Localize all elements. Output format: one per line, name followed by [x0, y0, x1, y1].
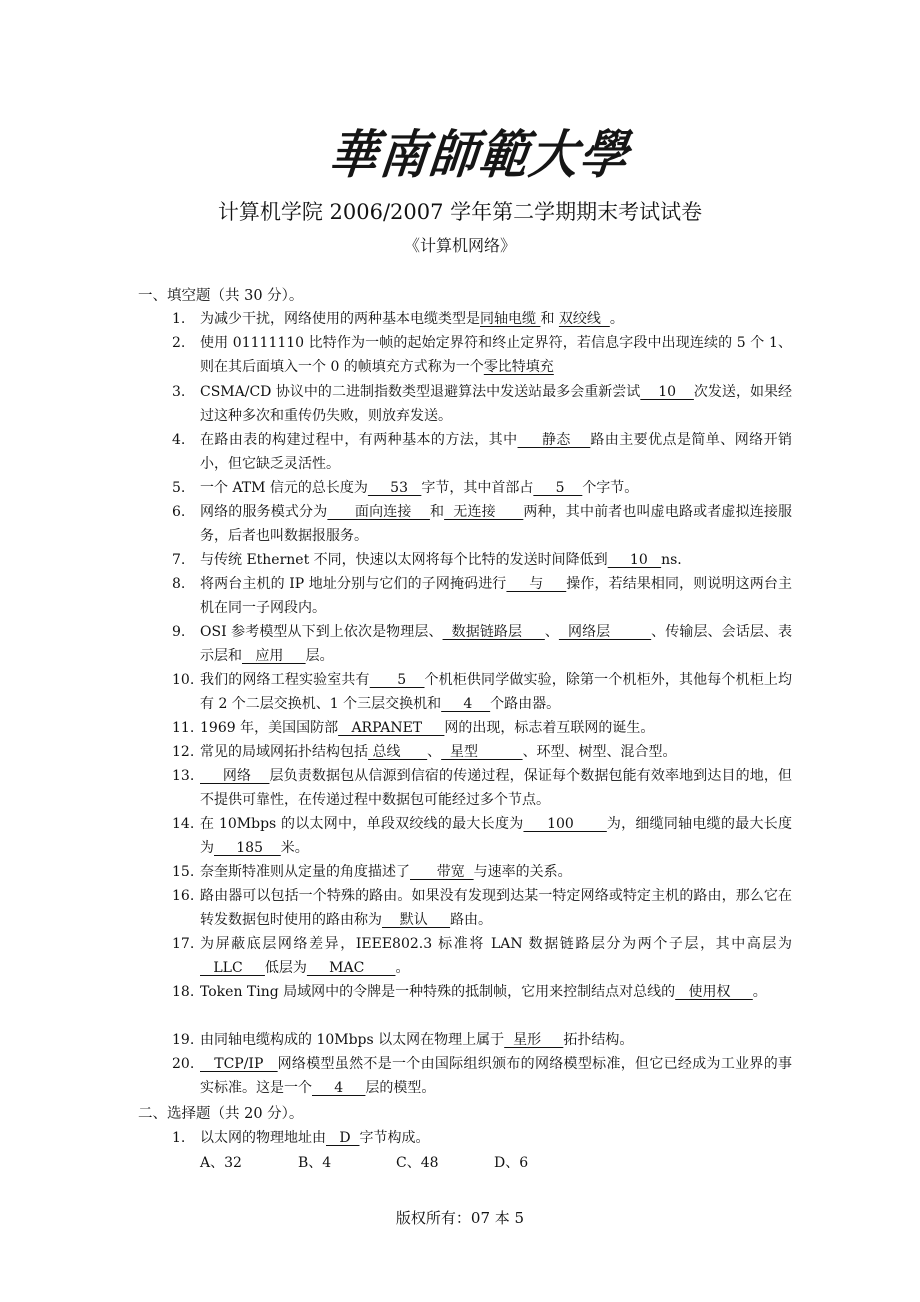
question-text [200, 1028, 792, 1052]
answer-blank: 无连接 [444, 504, 524, 520]
question-segment: 拓扑结构。 [563, 1032, 634, 1048]
question-segment: 奈奎斯特准则从定量的角度描述了 [200, 864, 410, 880]
question-segment: 为减少干扰，网络使用的两种基本电缆类型是 [200, 311, 480, 327]
question-text [200, 331, 792, 379]
question-number: 17. [172, 936, 195, 952]
choice-options [200, 1152, 592, 1172]
question-segment: 在路由表的构建过程中，有两种基本的方法，其中 [200, 432, 518, 448]
choice-option: D、6 [494, 1155, 529, 1171]
fill-in-question-4 [172, 428, 792, 476]
answer-blank: 5 [369, 672, 425, 688]
question-segment: 。 [752, 984, 767, 1000]
question-text [200, 1126, 792, 1150]
question-segment: 为屏蔽底层网络差异，IEEE802.3 标准将 LAN 数据链路层分为两个子层，其中高层为 [200, 936, 792, 952]
question-segment: 路由。 [450, 912, 493, 928]
fill-in-question-3 [172, 380, 792, 428]
answer-blank: 默认 [382, 912, 451, 928]
question-text [200, 380, 792, 428]
fill-in-question-7 [172, 548, 792, 572]
question-segment: 与传统 Ethernet 不同，快速以太网将每个比特的发送时间降低到 [200, 552, 608, 568]
fill-in-question-2 [172, 331, 792, 379]
answer-blank: 静态 [517, 432, 591, 448]
answer-blank: 5 [533, 480, 583, 496]
question-number: 13. [172, 768, 195, 784]
choice-option: A、32 [200, 1155, 242, 1171]
question-segment: 在 10Mbps 的以太网中，单段双绞线的最大长度为 [200, 816, 524, 832]
logo-calligraphy: 華南師範大學 [326, 125, 633, 186]
question-text [200, 884, 792, 932]
fill-in-question-6 [172, 500, 792, 548]
question-segment: 由同轴电缆构成的 10Mbps 以太网在物理上属于 [200, 1032, 505, 1048]
fill-in-question-18 [172, 980, 792, 1004]
answer-blank: 双绞线 [558, 311, 610, 327]
question-segment: 个字节。 [582, 480, 639, 496]
question-number: 8. [172, 576, 186, 592]
answer-blank: 星型 [441, 744, 523, 760]
question-segment: 路由器可以包括一个特殊的路由。如果没有发现到达某一特定网络或特定主机的路由，那么它在转发数据包时使用的路由称为 [200, 888, 792, 928]
answer-blank: ARPANET [338, 720, 445, 736]
answer-blank: TCP/IP [200, 1056, 278, 1072]
fill-in-question-20 [172, 1052, 792, 1100]
question-segment: 操作，若结果相同，则说明这两台主机在同一子网段内。 [200, 576, 792, 616]
answer-blank: 10 [640, 384, 694, 400]
question-segment: 次发送，如果经过这种多次和重传仍失败，则放弃发送。 [200, 384, 792, 424]
fill-in-question-19 [172, 1028, 792, 1052]
answer-blank: 总线 [368, 744, 428, 760]
question-segment: 层。 [305, 648, 334, 664]
question-segment: OSI 参考模型从下到上依次是物理层、 [200, 624, 443, 640]
question-segment: Token Ting 局域网中的令牌是一种特殊的抵制帧，它用来控制结点对总线的 [200, 984, 676, 1000]
question-segment: 路由主要优点是简单、网络开销小，但它缺乏灵活性。 [200, 432, 793, 472]
question-text [200, 1052, 792, 1100]
question-text [200, 860, 792, 884]
question-segment: 一个 ATM 信元的总长度为 [200, 480, 368, 496]
answer-blank: 同轴电缆 [480, 311, 541, 327]
question-number: 4. [172, 432, 186, 448]
question-number: 16. [172, 888, 195, 904]
question-text [200, 428, 792, 476]
question-number: 14. [172, 816, 195, 832]
answer-blank: 零比特填充 [483, 359, 554, 375]
question-segment: 常见的局域网拓扑结构包括 [200, 744, 368, 760]
fill-in-question-9 [172, 620, 792, 668]
page-footer: 版权所有：07 本 5 [395, 1209, 525, 1227]
question-segment: 和 [540, 311, 559, 327]
question-text [200, 764, 792, 812]
section-heading-choice: 二、选择题（共 20 分）。 [138, 1106, 304, 1122]
fill-in-question-8 [172, 572, 792, 620]
question-segment: 。 [395, 960, 410, 976]
answer-blank: 星形 [504, 1032, 564, 1048]
question-text [200, 716, 792, 740]
question-text [200, 572, 792, 620]
answer-blank: 4 [441, 696, 491, 712]
answer-blank: 数据链路层 [442, 624, 545, 640]
question-number: 19. [172, 1032, 195, 1048]
fill-in-question-1 [172, 307, 792, 331]
question-text [200, 980, 792, 1004]
question-segment: 为，细缆同轴电缆的最大长度为 [200, 816, 793, 856]
question-segment: 个机柜供同学做实验，除第一个机柜外，其他每个机柜上均有 2 个二层交换机、1 个三层交换机和 [200, 672, 792, 712]
question-text [200, 812, 792, 860]
question-number: 1. [172, 1130, 186, 1146]
question-segment: 层负责数据包从信源到信宿的传递过程，保证每个数据包能有效率地到达目的地，但不提供可靠性，在传递过程中数据包可能经过多个节点。 [200, 768, 792, 808]
section-heading-fill-in: 一、填空题（共 30 分）。 [138, 288, 304, 304]
question-segment: 字节，其中首部占 [421, 480, 534, 496]
answer-blank: 面向连接 [327, 504, 430, 520]
answer-blank: 应用 [242, 648, 306, 664]
question-segment: 、环型、树型、混合型。 [522, 744, 677, 760]
answer-blank: LLC [200, 960, 265, 976]
university-logo [326, 116, 633, 186]
question-number: 11. [172, 720, 195, 736]
course-name: 《计算机网络》 [403, 236, 516, 255]
question-segment: 个路由器。 [490, 696, 561, 712]
fill-in-question-14 [172, 812, 792, 860]
answer-blank: MAC [306, 960, 396, 976]
question-segment: 、 [427, 744, 442, 760]
answer-blank: 185 [214, 840, 281, 856]
question-text [200, 620, 792, 668]
choice-option: C、48 [396, 1155, 439, 1171]
question-segment: 我们的网络工程实验室共有 [200, 672, 370, 688]
answer-blank: 网络层 [558, 624, 652, 640]
question-text [200, 740, 792, 764]
answer-blank: 使用权 [675, 984, 753, 1000]
question-text [200, 500, 792, 548]
fill-in-question-13 [172, 764, 792, 812]
question-segment: 、传输层、会话层、表示层和 [200, 624, 793, 664]
question-segment: 。 [609, 311, 624, 327]
answer-blank: 4 [312, 1080, 366, 1096]
answer-blank: 带宽 [410, 864, 474, 880]
question-text [200, 548, 792, 572]
fill-in-question-12 [172, 740, 792, 764]
question-segment: 层的模型。 [365, 1080, 436, 1096]
question-segment: 与速率的关系。 [473, 864, 572, 880]
fill-in-question-17 [172, 932, 792, 980]
question-number: 20. [172, 1056, 195, 1072]
question-number: 18. [172, 984, 195, 1000]
question-segment: 将两台主机的 IP 地址分别与它们的子网掩码进行 [200, 576, 507, 592]
question-segment: 低层为 [264, 960, 307, 976]
question-number: 2. [172, 335, 186, 351]
question-number: 5. [172, 480, 186, 496]
fill-in-question-11 [172, 716, 792, 740]
question-number: 12. [172, 744, 195, 760]
question-segment: 网络模型虽然不是一个由国际组织颁布的网络模型标准，但它已经成为工业界的事实标准。这是一个 [200, 1056, 793, 1096]
fill-in-question-10 [172, 668, 792, 716]
question-segment: 、 [544, 624, 559, 640]
question-segment: ns. [661, 552, 682, 568]
answer-blank: 53 [367, 480, 422, 496]
question-number: 1. [172, 311, 186, 327]
question-segment: 字节构成。 [359, 1130, 430, 1146]
exam-title: 计算机学院 2006/2007 学年第二学期期末考试试卷 [217, 200, 703, 224]
answer-blank: 100 [523, 816, 607, 832]
answer-blank: 10 [607, 552, 662, 568]
answer-blank: 网络 [200, 768, 270, 784]
question-segment: 网的出现，标志着互联网的诞生。 [444, 720, 655, 736]
question-text [200, 668, 792, 716]
answer-blank: D [326, 1130, 360, 1146]
question-segment: 网络的服务模式分为 [200, 504, 328, 520]
fill-in-question-5 [172, 476, 792, 500]
question-segment: 以太网的物理地址由 [200, 1130, 326, 1146]
fill-in-question-15 [172, 860, 792, 884]
fill-in-question-16 [172, 884, 792, 932]
question-segment: 1969 年，美国国防部 [200, 720, 339, 736]
answer-blank: 与 [506, 576, 567, 592]
question-number: 6. [172, 504, 186, 520]
choice-question-1 [172, 1126, 792, 1150]
question-text [200, 932, 792, 980]
question-segment: 两种，其中前者也叫虚电路或者虚拟连接服务，后者也叫数据报服务。 [200, 504, 793, 544]
question-number: 3. [172, 384, 186, 400]
question-segment: 和 [429, 504, 445, 520]
question-number: 10. [172, 672, 195, 688]
question-segment: CSMA/CD 协议中的二进制指数类型退避算法中发送站最多会重新尝试 [200, 384, 641, 400]
choice-option: B、4 [298, 1155, 332, 1171]
question-number: 7. [172, 552, 186, 568]
question-segment: 使用 01111110 比特作为一帧的起始定界符和终止定界符，若信息字段中出现连续的 5 个 1、则在其后面填入一个 0 的帧填充方式称为一个 [200, 335, 792, 375]
question-text [200, 476, 792, 500]
question-text [200, 307, 792, 331]
question-number: 9. [172, 624, 186, 640]
question-segment: 米。 [280, 840, 309, 856]
question-number: 15. [172, 864, 195, 880]
